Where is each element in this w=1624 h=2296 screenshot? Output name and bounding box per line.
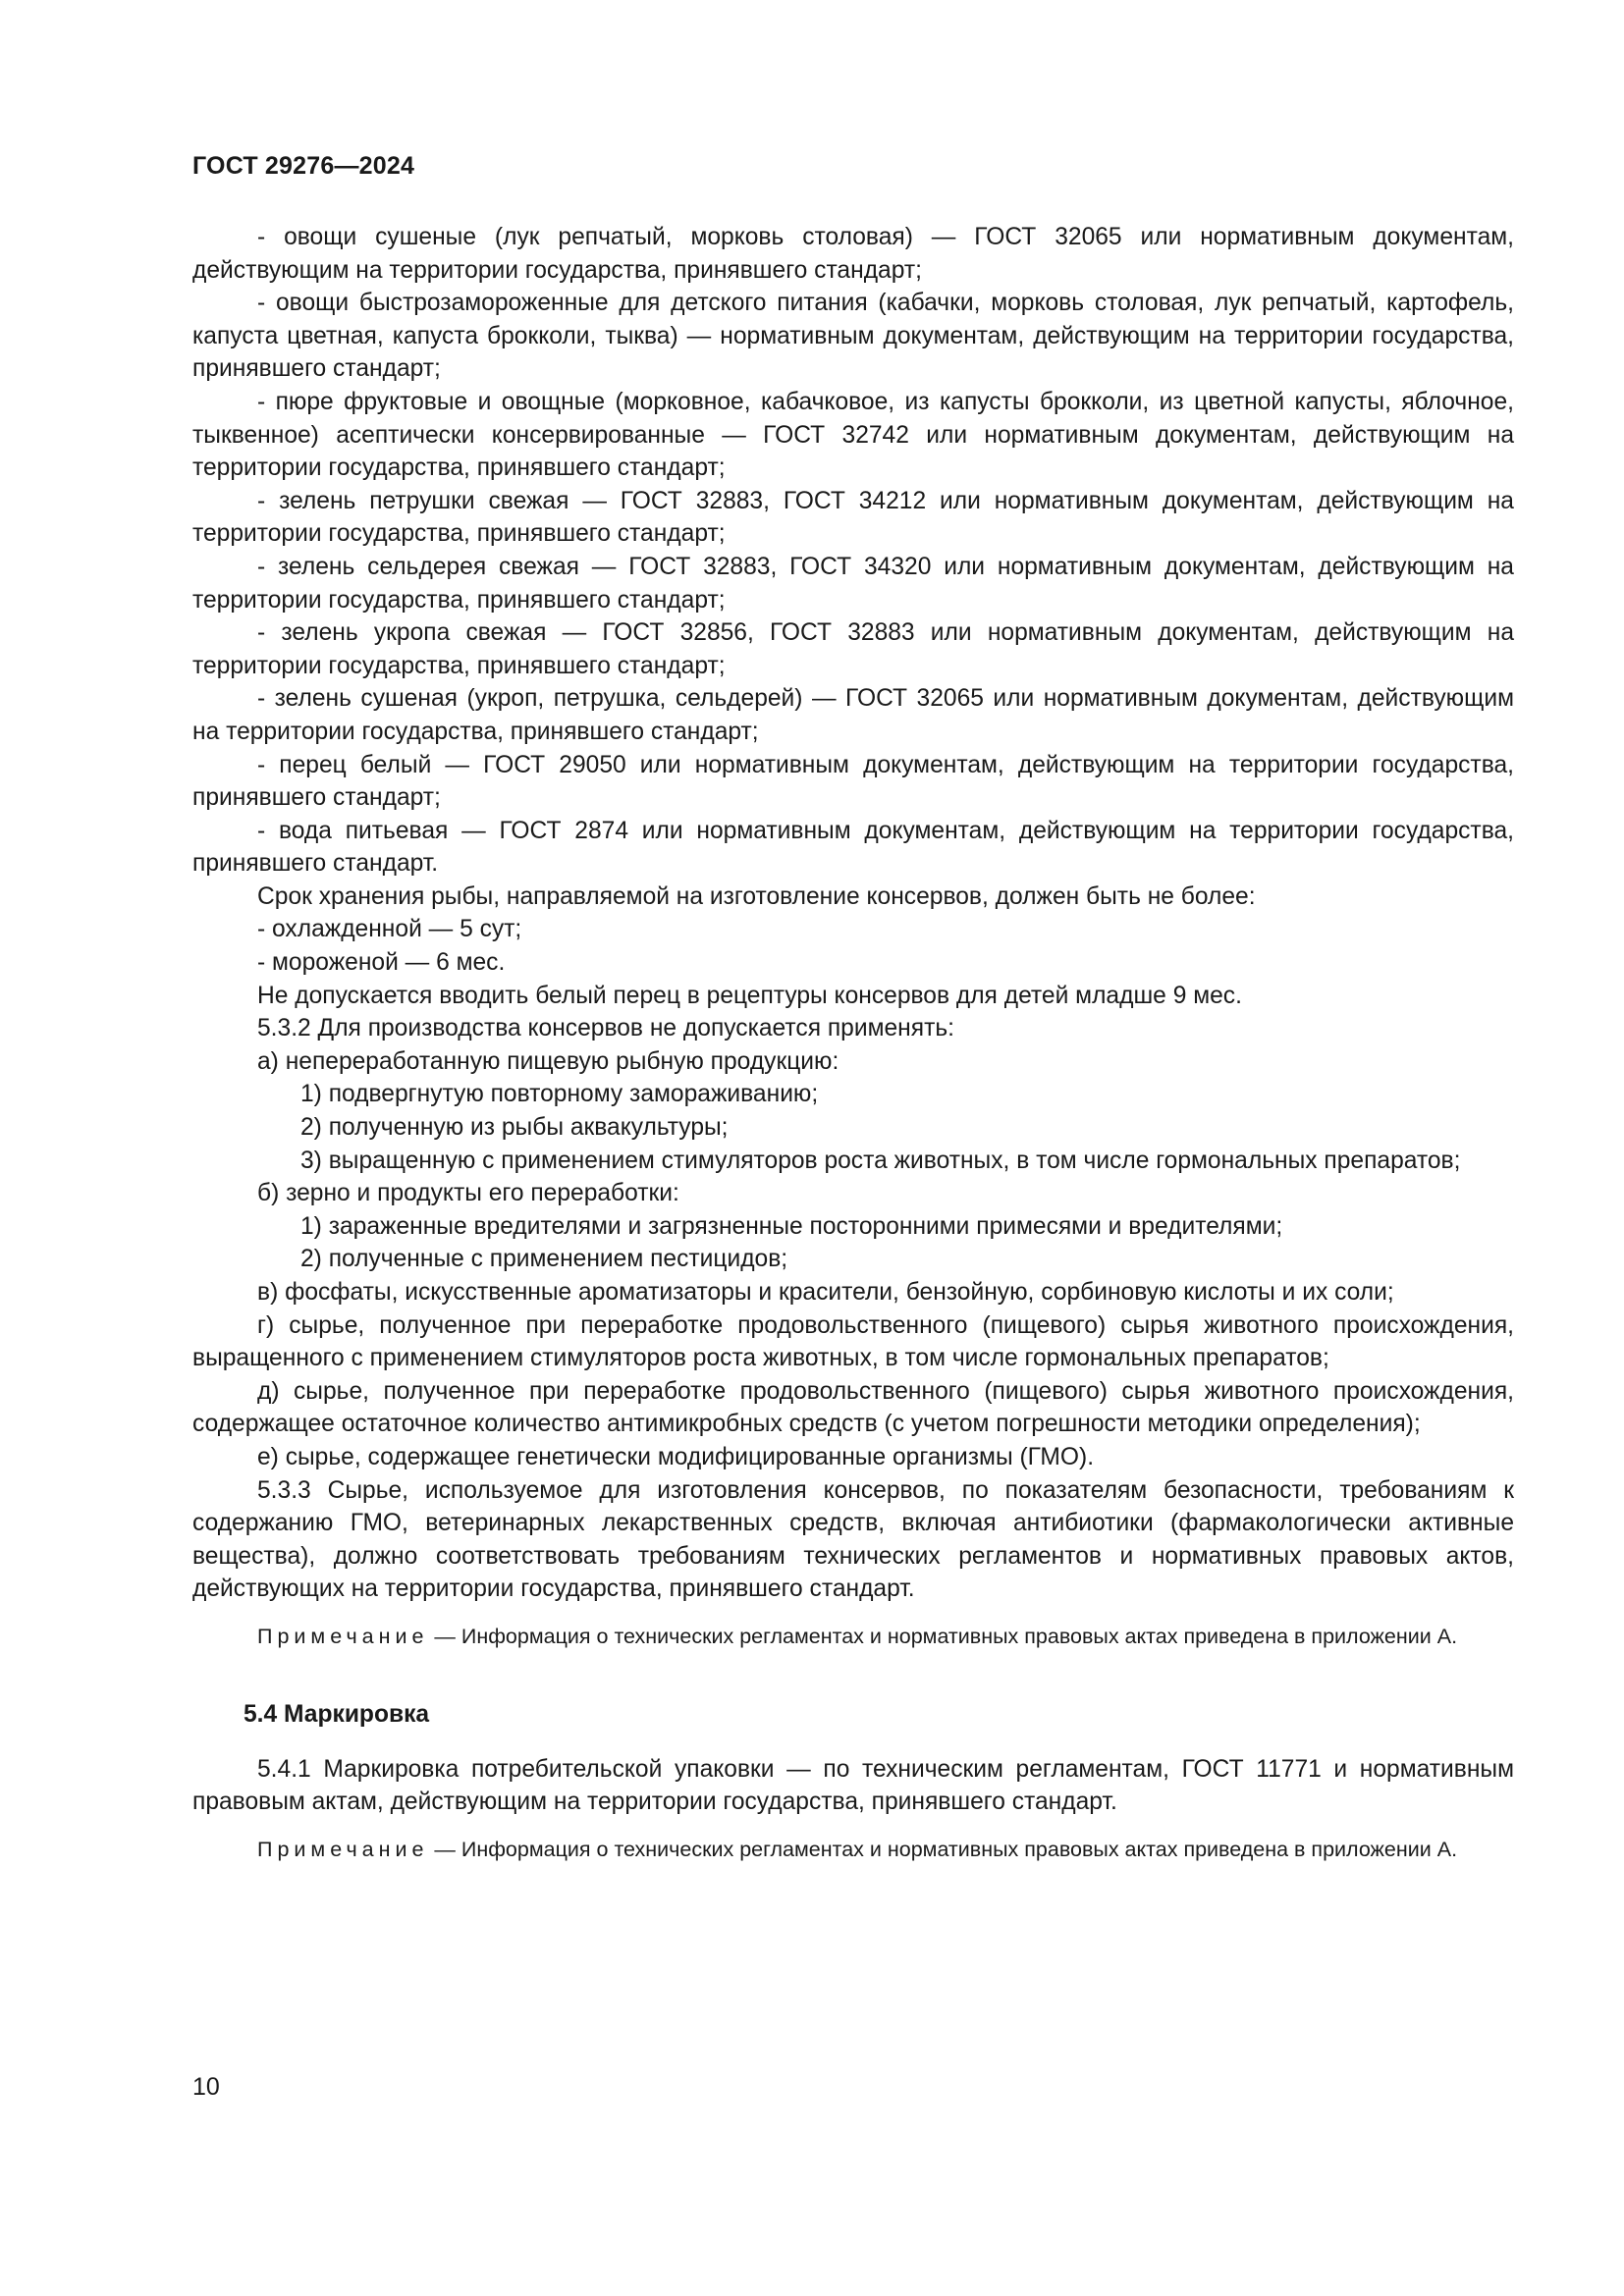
note-label: Примечание: [257, 1837, 429, 1861]
section-heading: 5.4 Маркировка: [244, 1700, 430, 1728]
storage-item: - мороженой — 6 мес.: [257, 949, 506, 977]
list-item: - пюре фруктовые и овощные (морковное, кабачковое, из капусты брокколи, из цветной капусты, яблочное, тыквенное) асептически консервированные — ГОСТ 32742 или нормативным документам, действующим на территории государства, принявшего стандарт;: [192, 388, 1514, 482]
list-item-v: в) фосфаты, искусственные ароматизаторы и красители, бензойную, сорбиновую кислоты и их соли;: [257, 1279, 1394, 1306]
note: [192, 1835, 1514, 1864]
sub-item: 1) подвергнутую повторному замораживанию;: [300, 1081, 819, 1108]
list-item-a: а) непереработанную пищевую рыбную продукцию:: [257, 1047, 839, 1075]
clause-5-3-3: 5.3.3 Сырье, используемое для изготовления консервов, по показателям безопасности, требованиям к содержанию ГМО, ветеринарных лекарственных средств, включая антибиотики (фармакологически активные вещества), должно соответствовать требованиям технических регламентов и нормативных правовых актов, действующих на территории государства, принявшего стандарт.: [192, 1476, 1514, 1603]
clause-5-4-1: 5.4.1 Маркировка потребительской упаковки — по техническим регламентам, ГОСТ 11771 и нормативным правовым актам, действующим на территории государства, принявшего стандарт.: [192, 1755, 1514, 1816]
page-number: 10: [192, 2073, 220, 2101]
storage-intro: Срок хранения рыбы, направляемой на изготовление консервов, должен быть не более:: [257, 882, 1256, 910]
list-item-d: д) сырье, полученное при переработке продовольственного (пищевого) сырья животного происхождения, содержащее остаточное количество антимикробных средств (с учетом погрешности методики определения);: [192, 1377, 1514, 1438]
note-label: Примечание: [257, 1624, 429, 1648]
document-body: [192, 221, 1514, 1864]
list-item-e: е) сырье, содержащее генетически модифицированные организмы (ГМО).: [257, 1443, 1095, 1470]
pepper-rule: Не допускается вводить белый перец в рецептуры консервов для детей младше 9 мес.: [257, 982, 1242, 1009]
list-item-g: г) сырье, полученное при переработке продовольственного (пищевого) сырья животного происхождения, выращенного с применением стимуляторов роста животных, в том числе гормональных препаратов;: [192, 1311, 1514, 1372]
list-item-b: б) зерно и продукты его переработки:: [257, 1180, 679, 1207]
sub-item: 3) выращенную с применением стимуляторов роста животных, в том числе гормональных препаратов;: [300, 1147, 1461, 1174]
list-item: - зелень петрушки свежая — ГОСТ 32883, ГОСТ 34212 или нормативным документам, действующим на территории государства, принявшего стандарт;: [192, 487, 1514, 548]
list-item: - перец белый — ГОСТ 29050 или нормативным документам, действующим на территории государства, принявшего стандарт;: [192, 751, 1514, 812]
list-item: - вода питьевая — ГОСТ 2874 или нормативным документам, действующим на территории государства, принявшего стандарт.: [192, 817, 1514, 878]
clause-5-3-2: 5.3.2 Для производства консервов не допускается применять:: [257, 1015, 954, 1042]
sub-item: 1) зараженные вредителями и загрязненные посторонними примесями и вредителями;: [300, 1212, 1283, 1240]
document-header: ГОСТ 29276—2024: [192, 152, 415, 180]
list-item: - зелень сушеная (укроп, петрушка, сельдерей) — ГОСТ 32065 или нормативным документам, действующим на территории государства, принявшего стандарт;: [192, 685, 1514, 745]
list-item: - зелень сельдерея свежая — ГОСТ 32883, ГОСТ 34320 или нормативным документам, действующим на территории государства, принявшего стандарт;: [192, 553, 1514, 614]
note-text: — Информация о технических регламентах и нормативных правовых актах приведена в приложении А.: [428, 1837, 1458, 1861]
note: [192, 1622, 1514, 1651]
list-item: - овощи быстрозамороженные для детского питания (кабачки, морковь столовая, лук репчатый, картофель, капуста цветная, капуста брокколи, тыква) — нормативным документам, действующим на территории государства, принявшего стандарт;: [192, 290, 1514, 383]
list-item: - зелень укропа свежая — ГОСТ 32856, ГОСТ 32883 или нормативным документам, действующим на территории государства, принявшего стандарт;: [192, 619, 1514, 679]
note-text: — Информация о технических регламентах и нормативных правовых актах приведена в приложении А.: [428, 1624, 1458, 1648]
sub-item: 2) полученную из рыбы аквакультуры;: [300, 1114, 729, 1142]
sub-item: 2) полученные с применением пестицидов;: [300, 1246, 788, 1273]
storage-item: - охлажденной — 5 сут;: [257, 916, 522, 943]
list-item: - овощи сушеные (лук репчатый, морковь столовая) — ГОСТ 32065 или нормативным документам, действующим на территории государства, принявшего стандарт;: [192, 224, 1514, 284]
